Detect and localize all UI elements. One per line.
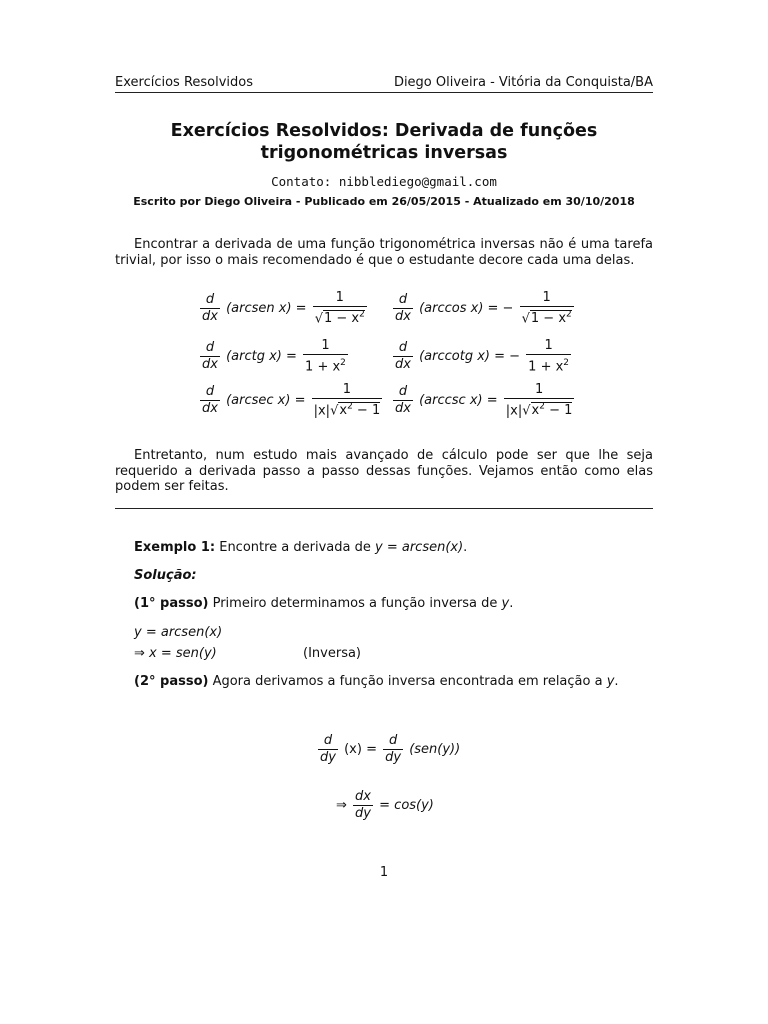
page-header bbox=[115, 75, 653, 93]
step-1: (1° passo) Primeiro determinamos a função inversa de y. bbox=[134, 596, 514, 611]
title-line-1: Exercícios Resolvidos: Derivada de funções bbox=[170, 121, 598, 141]
intro-paragraph: Encontrar a derivada de uma função trigonométrica inversas não é uma tarefa trivial, por isso o mais recomendado é que o estudante decore cada uma delas. bbox=[115, 237, 653, 268]
contact-line: Contato: nibblediego@gmail.com bbox=[271, 174, 497, 189]
header-right: Diego Oliveira - Vitória da Conquista/BA bbox=[393, 75, 653, 90]
formula-arctg: $\frac{d}{dx}$ (arctg x) = $\frac{1}{1 + x^2}$ bbox=[202, 338, 346, 375]
document-title bbox=[115, 120, 653, 164]
formula-arccsc: $\frac{d}{dx}$ (arccsc x) = $\frac{1}{|x|√x^2 - 1}$ bbox=[395, 382, 573, 419]
page-number: 1 bbox=[379, 865, 389, 880]
second-paragraph: Entretanto, num estudo mais avançado de cálculo pode ser que lhe seja requerido a derivada passo a passo dessas funções. Vejamos então como elas podem ser feitas. bbox=[115, 448, 653, 494]
formula-arcsen: $\frac{d}{dx}$ (arcsen x) = $\frac{1}{√1 - x^2}$ bbox=[202, 290, 365, 327]
byline: Escrito por Diego Oliveira - Publicado em 26/05/2015 - Atualizado em 30/10/2018 bbox=[133, 195, 635, 208]
title-line-2: trigonométricas inversas bbox=[260, 143, 508, 163]
solution-label: Solução: bbox=[134, 568, 197, 583]
equation-2: ⇒ x = sen(y) (Inversa) bbox=[134, 646, 362, 661]
formula-arcsec: $\frac{d}{dx}$ (arcsec x) = $\frac{1}{|x|√x^2 - 1}$ bbox=[202, 382, 381, 419]
derivative-equation-2: ⇒ $\frac{dx}{dy}$ = cos(y) bbox=[336, 789, 434, 821]
header-left: Exercícios Resolvidos bbox=[115, 75, 254, 90]
step-2: (2° passo) Agora derivamos a função inversa encontrada em relação a y. bbox=[134, 674, 619, 689]
equation-1: y = arcsen(x) bbox=[134, 625, 223, 640]
formula-arccotg: $\frac{d}{dx}$ (arccotg x) = − $\frac{1}{1 + x^2}$ bbox=[395, 338, 570, 375]
formula-arccos: $\frac{d}{dx}$ (arccos x) = − $\frac{1}{√1 - x^2}$ bbox=[395, 290, 572, 327]
derivative-equation-1: $\frac{d}{dy}$ (x) = $\frac{d}{dy}$ (sen(y)) bbox=[320, 733, 461, 765]
horizontal-rule bbox=[115, 508, 653, 509]
example-statement: Exemplo 1: Encontre a derivada de y = arcsen(x). bbox=[134, 540, 468, 555]
